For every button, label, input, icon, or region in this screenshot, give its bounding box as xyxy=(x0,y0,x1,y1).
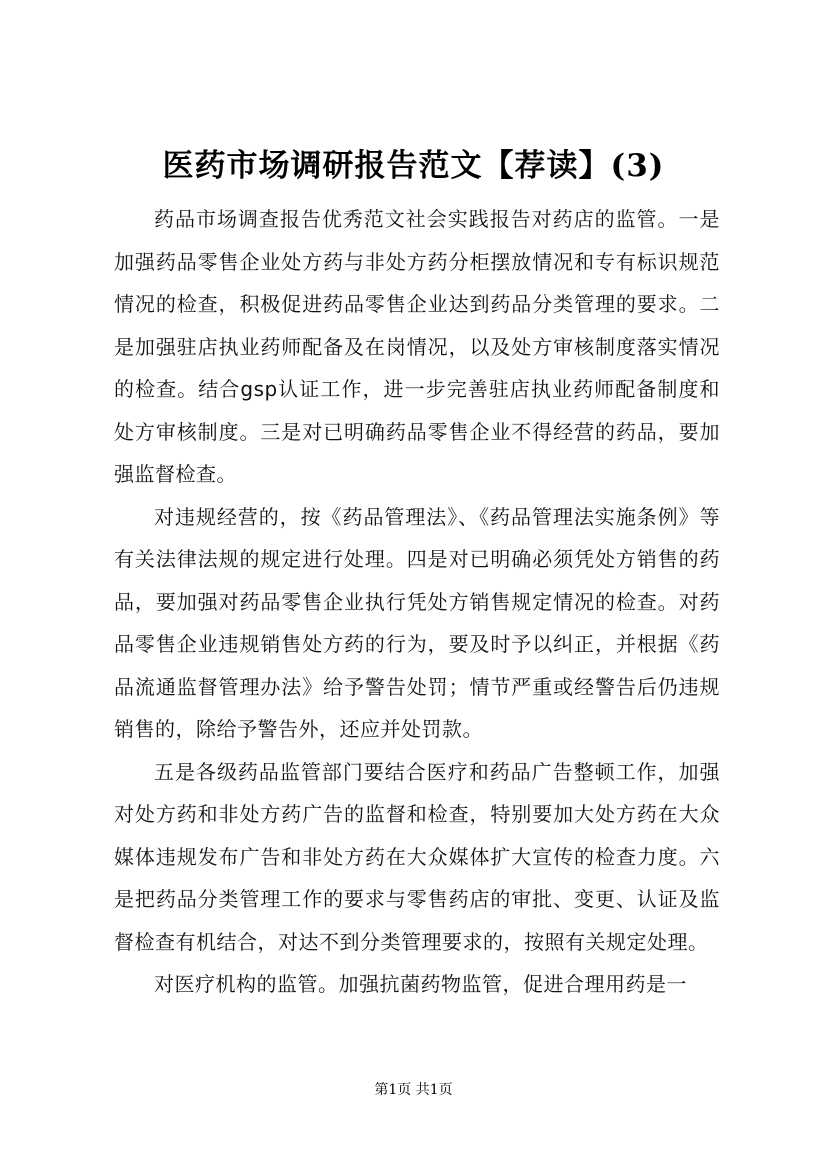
page-footer: 第1页 共1页 xyxy=(374,1082,453,1098)
paragraph-4: 对医疗机构的监管。加强抗菌药物监管，促进合理用药是一 xyxy=(154,972,687,996)
document-title: 医药市场调研报告范文【荐读】(3) xyxy=(162,148,665,184)
document-body xyxy=(114,198,720,1006)
paragraph-1: 药品市场调查报告优秀范文社会实践报告对药店的监管。一是加强药品零售企业处方药与非处方药分柜摆放情况和专有标识规范情况的检查，积极促进药品零售企业达到药品分类管理的要求。二是加强驻店执业药师配备及在岗情况，以及处方审核制度落实情况的检查。结合gsp认证工作，进一步完善驻店执业药师配备制度和处方审核制度。三是对已明确药品零售企业不得经营的药品，要加强监督检查。 xyxy=(114,207,720,486)
paragraph-2: 对违规经营的，按《药品管理法》、《药品管理法实施条例》等有关法律法规的规定进行处理。四是对已明确必须凭处方销售的药品，要加强对药品零售企业执行凭处方销售规定情况的检查。对药品零售企业违规销售处方药的行为，要及时予以纠正，并根据《药品流通监督管理办法》给予警告处罚；情节严重或经警告后仍违规销售的，除给予警告外，还应并处罚款。 xyxy=(114,504,720,741)
paragraph-3: 五是各级药品监管部门要结合医疗和药品广告整顿工作，加强对处方药和非处方药广告的监督和检查，特别要加大处方药在大众媒体违规发布广告和非处方药在大众媒体扩大宣传的检查力度。六是把药品分类管理工作的要求与零售药店的审批、变更、认证及监督检查有机结合，对达不到分类管理要求的，按照有关规定处理。 xyxy=(114,759,720,954)
